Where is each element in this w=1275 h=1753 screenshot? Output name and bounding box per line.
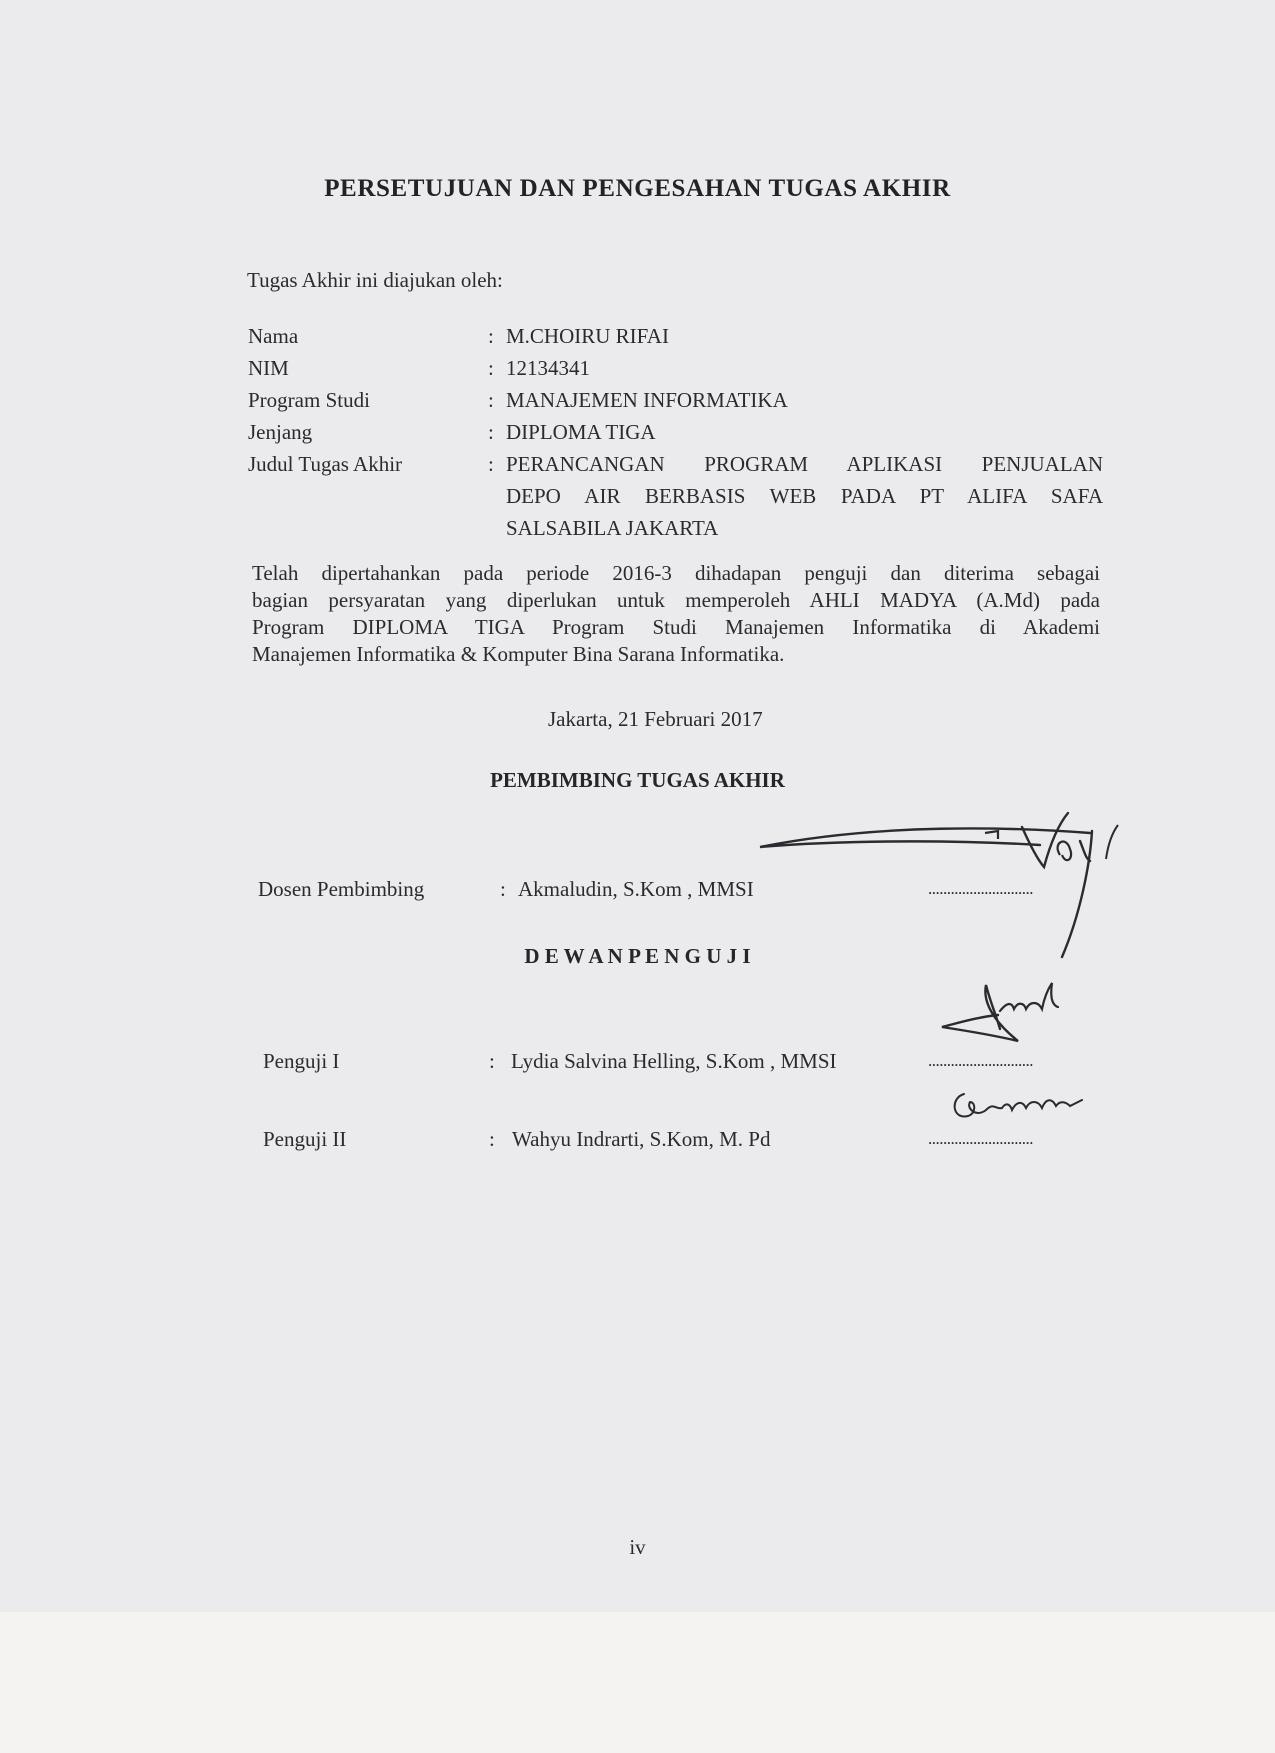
advisor-heading: PEMBIMBING TUGAS AKHIR xyxy=(490,768,785,792)
statement-line: bagian persyaratan yang diperlukan untuk memperoleh AHLI MADYA (A.Md) pada xyxy=(252,588,1100,612)
thesis-title-line: SALSABILA JAKARTA xyxy=(506,516,719,540)
program-colon: : xyxy=(488,388,494,412)
level-label: Jenjang xyxy=(248,420,313,444)
level-value: DIPLOMA TIGA xyxy=(506,420,656,444)
program-value: MANAJEMEN INFORMATIKA xyxy=(506,388,788,412)
scan-bottom-strip xyxy=(0,1612,1275,1753)
program-label: Program Studi xyxy=(248,388,370,412)
place-date: Jakarta, 21 Februari 2017 xyxy=(548,707,763,731)
thesis-colon: : xyxy=(488,452,494,476)
advisor-name: Akmaludin, S.Kom , MMSI xyxy=(518,877,754,901)
examiner-label: Penguji II xyxy=(263,1127,347,1151)
nim-value: 12134341 xyxy=(506,356,590,380)
thesis-title xyxy=(506,448,1103,544)
name-colon: : xyxy=(488,324,494,348)
examiner-one-signature xyxy=(938,975,1068,1055)
nim-label: NIM xyxy=(248,356,289,380)
statement-line: Program DIPLOMA TIGA Program Studi Manajemen Informatika di Akademi xyxy=(252,615,1100,639)
examiner-name: Lydia Salvina Helling, S.Kom , MMSI xyxy=(511,1049,837,1073)
examiner-name: Wahyu Indrarti, S.Kom, M. Pd xyxy=(512,1127,771,1151)
intro-text: Tugas Akhir ini diajukan oleh: xyxy=(247,268,503,292)
thesis-title-line: DEPO AIR BERBASIS WEB PADA PT ALIFA SAFA xyxy=(506,484,1103,508)
statement-paragraph xyxy=(252,560,1100,668)
advisor-colon: : xyxy=(500,877,506,901)
level-colon: : xyxy=(488,420,494,444)
statement-line: Telah dipertahankan pada periode 2016-3 dihadapan penguji dan diterima sebagai xyxy=(252,561,1100,585)
page-number: iv xyxy=(629,1535,646,1559)
advisor-label: Dosen Pembimbing xyxy=(258,877,425,901)
document-title: PERSETUJUAN DAN PENGESAHAN TUGAS AKHIR xyxy=(324,175,951,202)
name-value: M.CHOIRU RIFAI xyxy=(506,324,669,348)
nim-colon: : xyxy=(488,356,494,380)
examiner-two-signature xyxy=(946,1080,1096,1130)
examiner-colon: : xyxy=(489,1049,495,1073)
examiner-colon: : xyxy=(489,1127,495,1151)
thesis-label: Judul Tugas Akhir xyxy=(248,452,403,476)
examiner-signature-line: ............................ xyxy=(928,1129,1033,1148)
advisor-signature xyxy=(740,805,1130,965)
examiner-signature-line: ............................ xyxy=(928,1051,1033,1070)
statement-line: Manajemen Informatika & Komputer Bina Sarana Informatika. xyxy=(252,642,785,666)
examiner-heading: D E W A N P E N G U J I xyxy=(524,944,751,968)
name-label: Nama xyxy=(248,324,299,348)
advisor-signature-line: ............................ xyxy=(928,879,1033,898)
examiner-label: Penguji I xyxy=(263,1049,340,1073)
thesis-title-line: PERANCANGAN PROGRAM APLIKASI PENJUALAN xyxy=(506,452,1103,476)
